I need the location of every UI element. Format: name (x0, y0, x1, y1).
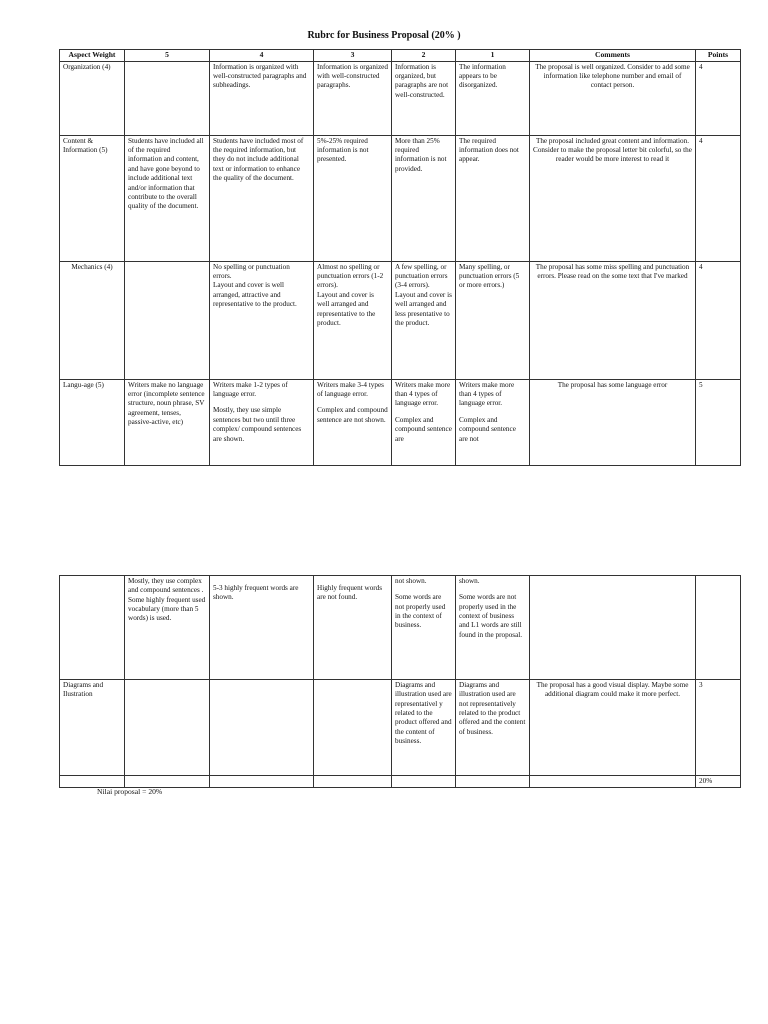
criteria-text: Layout and cover is well arranged and less presentative to the product. (395, 290, 452, 327)
criteria-cell (456, 379, 530, 465)
criteria-cell: Information is organized, but paragraphs are not well-constructed. (392, 61, 456, 135)
spacer (317, 399, 388, 406)
criteria-cell (210, 776, 314, 788)
score-note: Nilai proposal = 20% (97, 787, 163, 796)
criteria-text: not shown. (395, 577, 427, 585)
criteria-cell (392, 379, 456, 465)
aspect-cell: Organization (4) (60, 61, 125, 135)
criteria-cell: 5%-25% required information is not presented. (314, 135, 392, 261)
criteria-text: Almost no spelling or punctuation errors (1-2 errors). (317, 262, 384, 290)
criteria-text: Some words are not properly used in the context of business. (395, 593, 446, 630)
criteria-cell: Information is organized with well-constructed paragraphs and subheadings. (210, 61, 314, 135)
criteria-cell: Diagrams and illustration used are representativel y related to the product offered and the content of business. (392, 680, 456, 776)
comment-cell: The proposal is well organized. Consider to add some information like telephone number and email of contact person. (530, 61, 696, 135)
comment-cell: The proposal has some language error (530, 379, 696, 465)
criteria-text: Some highly frequent used vocabulary (more than 5 words) is used. (128, 595, 206, 623)
aspect-cell: Langu-age (5) (60, 379, 125, 465)
criteria-cell: Students have included all of the required information and content, and have gone beyond to include additional text and/or information that contribute to the overall quality of the document. (125, 135, 210, 261)
points-cell: 4 (696, 61, 741, 135)
criteria-text: 5-3 highly frequent words are shown. (213, 584, 299, 602)
criteria-cell (314, 261, 392, 379)
criteria-text: Writers make more than 4 types of language error. (459, 380, 515, 408)
points-cell: 4 (696, 135, 741, 261)
criteria-cell: Many spelling, or punctuation errors (5 or more errors.) (456, 261, 530, 379)
aspect-cell: Mechanics (4) (60, 261, 125, 379)
points-cell: 4 (696, 261, 741, 379)
spacer (213, 577, 310, 584)
points-cell: 5 (696, 379, 741, 465)
criteria-text: Writers make 1-2 types of language error. (213, 380, 288, 399)
rubric-table-continued (59, 575, 741, 788)
criteria-cell (456, 776, 530, 788)
header-score-5: 5 (125, 50, 210, 62)
criteria-text: Complex and compound sentence are not shown. (317, 406, 388, 424)
criteria-text: Complex and compound sentence are (395, 415, 452, 443)
aspect-cell: Content & Information (5) (60, 135, 125, 261)
spacer (459, 586, 526, 593)
comment-cell (530, 576, 696, 680)
comment-cell: The proposal included great content and information. Consider to make the proposal letter bit colorful, so the reader would be more interest to read it (530, 135, 696, 261)
total-points-cell: 20% (696, 776, 741, 788)
criteria-text: Layout and cover is well arranged, attractive and representative to the product. (213, 281, 297, 309)
criteria-text: Complex and compound sentence are not (459, 415, 516, 443)
header-score-3: 3 (314, 50, 392, 62)
criteria-cell (210, 379, 314, 465)
criteria-cell: Writers make no language error (incomplete sentence structure, noun phrase, SV agreement, tenses, passive-active, etc) (125, 379, 210, 465)
aspect-cell: Diagrams and Ilustration (60, 680, 125, 776)
criteria-text: Layout and cover is well arranged and representative to the product. (317, 290, 376, 327)
comment-cell: The proposal has some miss spelling and punctuation errors. Please read on the some text that I've marked (530, 261, 696, 379)
aspect-cell (60, 576, 125, 680)
criteria-cell (125, 576, 210, 680)
criteria-cell (125, 61, 210, 135)
aspect-cell (60, 776, 125, 788)
comment-cell (530, 776, 696, 788)
table-row (60, 61, 741, 135)
criteria-cell (392, 576, 456, 680)
criteria-cell (210, 680, 314, 776)
header-comments: Comments (530, 50, 696, 62)
criteria-cell (125, 680, 210, 776)
header-points: Points (696, 50, 741, 62)
criteria-cell (210, 261, 314, 379)
criteria-cell: The information appears to be disorganized. (456, 61, 530, 135)
criteria-cell (392, 776, 456, 788)
criteria-cell (210, 576, 314, 680)
criteria-text: Writers make 3-4 types of language error. (317, 380, 384, 399)
criteria-text: A few spelling, or punctuation errors (3-4 errors). (395, 262, 448, 290)
criteria-cell (392, 261, 456, 379)
criteria-cell (456, 576, 530, 680)
header-score-1: 1 (456, 50, 530, 62)
criteria-cell: Students have included most of the required information, but they do not include additional text or information to enhance the quality of the document. (210, 135, 314, 261)
table-row (60, 135, 741, 261)
rubric-table (59, 49, 741, 466)
spacer (395, 409, 452, 416)
points-cell: 3 (696, 680, 741, 776)
criteria-cell: More than 25% required information is not provided. (392, 135, 456, 261)
spacer (317, 577, 388, 584)
total-row (60, 776, 741, 788)
criteria-cell (314, 680, 392, 776)
criteria-cell: The required information does not appear. (456, 135, 530, 261)
spacer (395, 586, 452, 593)
header-row (60, 50, 741, 62)
header-score-4: 4 (210, 50, 314, 62)
criteria-text: Mostly, they use simple sentences but two until three complex/ compound sentences are shown. (213, 406, 302, 443)
header-score-2: 2 (392, 50, 456, 62)
points-cell (696, 576, 741, 680)
criteria-text: Writers make more than 4 types of language error. (395, 380, 451, 408)
table-row (60, 379, 741, 465)
table-row (60, 261, 741, 379)
criteria-cell (125, 261, 210, 379)
spacer (213, 399, 310, 406)
table-row (60, 680, 741, 776)
table-row (60, 576, 741, 680)
criteria-text: Highly frequent words are not found. (317, 584, 383, 602)
criteria-cell: Information is organized with well-constructed paragraphs. (314, 61, 392, 135)
criteria-text: Mostly, they use complex and compound sentences . (128, 577, 204, 595)
criteria-cell (314, 776, 392, 788)
criteria-text: shown. (459, 577, 480, 585)
comment-cell: The proposal has a good visual display. Maybe some additional diagram could make it more perfect. (530, 680, 696, 776)
header-aspect: Aspect Weight (60, 50, 125, 62)
spacer (459, 409, 526, 416)
criteria-text: No spelling or punctuation errors. (213, 262, 290, 281)
criteria-cell: Diagrams and illustration used are not representatively related to the product offered and the content of business. (456, 680, 530, 776)
criteria-cell (125, 776, 210, 788)
criteria-cell (314, 379, 392, 465)
criteria-cell (314, 576, 392, 680)
criteria-text: Some words are not properly used in the context of business and L1 words are still found in the proposal. (459, 593, 523, 639)
page-title: Rubrc for Business Proposal (20% ) (307, 30, 461, 41)
